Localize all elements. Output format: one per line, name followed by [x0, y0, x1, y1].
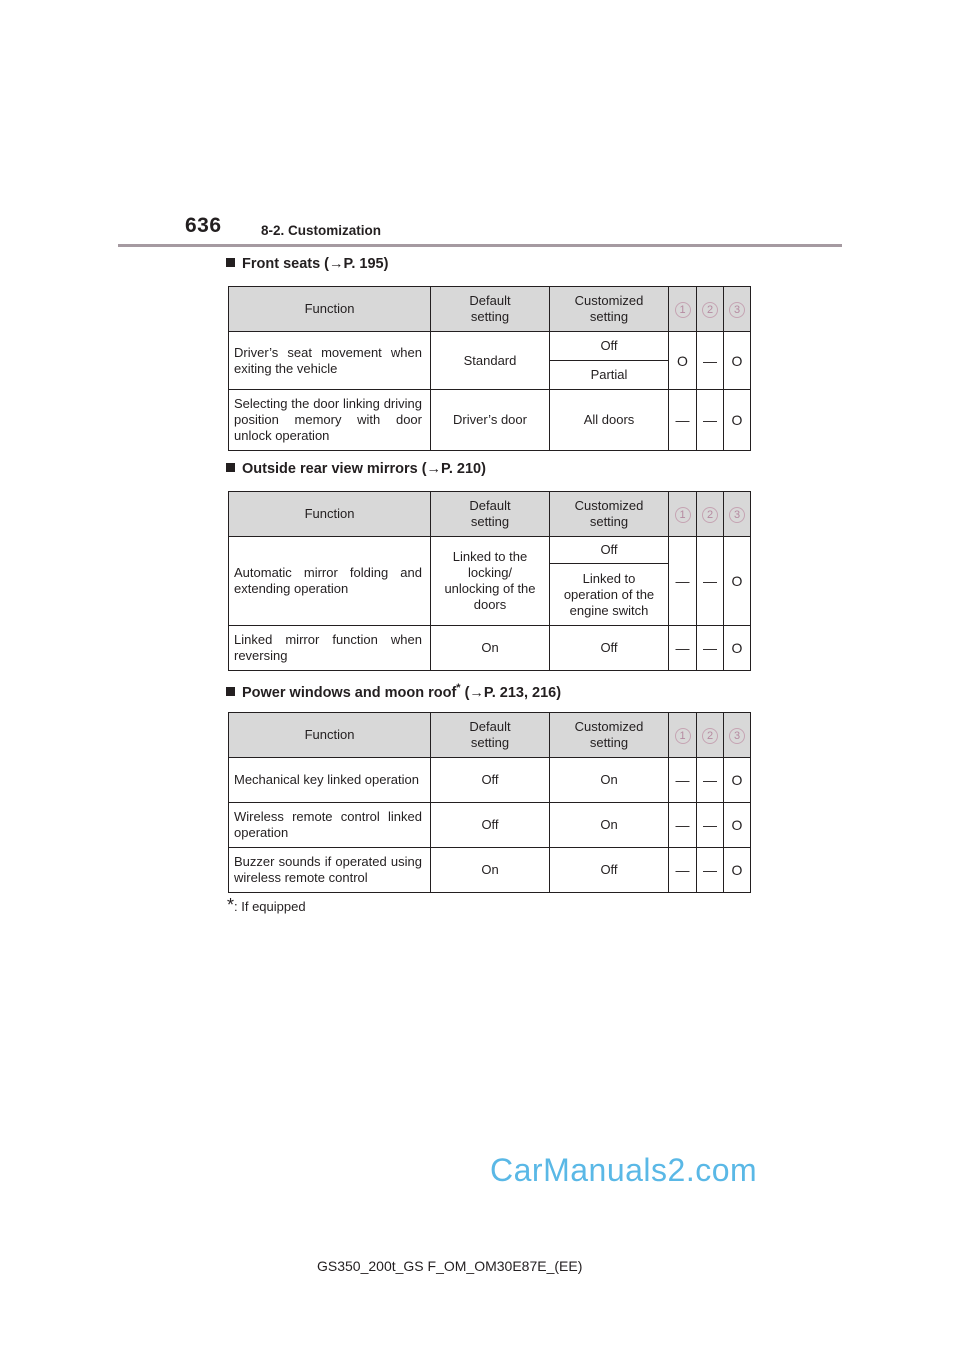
footnote-star: *	[227, 895, 235, 915]
table-row	[229, 390, 751, 451]
default-cell: Off	[431, 758, 550, 803]
page-number: 636	[185, 214, 222, 237]
custom-cell: All doors	[550, 390, 669, 451]
mark-cell: —	[669, 848, 697, 893]
footnote: *: If equipped	[227, 895, 306, 915]
table-row	[229, 332, 751, 361]
default-cell: On	[431, 626, 550, 671]
mark-cell: —	[697, 537, 724, 626]
mark-cell: —	[669, 803, 697, 848]
mark-cell: —	[697, 390, 724, 451]
circled-2-icon: 2	[702, 302, 718, 318]
table-row	[229, 626, 751, 671]
watermark: CarManuals2.com	[490, 1152, 758, 1188]
custom-cell: Partial	[550, 361, 669, 390]
function-cell: Linked mirror function when reversing	[229, 626, 431, 671]
col-3	[724, 287, 751, 332]
mark-cell: O	[724, 390, 751, 451]
default-cell: Driver’s door	[431, 390, 550, 451]
default-cell: Off	[431, 803, 550, 848]
mark-cell: O	[724, 537, 751, 626]
mark-cell: O	[724, 848, 751, 893]
heading-mirrors: Outside rear view mirrors (→P. 210)	[226, 461, 486, 477]
front-seats-table	[228, 286, 751, 451]
mark-cell: —	[697, 803, 724, 848]
col-customized: Customized setting	[550, 713, 669, 758]
square-bullet-icon	[226, 463, 235, 472]
mark-cell: O	[724, 803, 751, 848]
col-2	[697, 492, 724, 537]
col-3	[724, 492, 751, 537]
custom-cell: Off	[550, 332, 669, 361]
col-customized: Customized setting	[550, 287, 669, 332]
function-cell: Automatic mirror folding and extending operation	[229, 537, 431, 626]
custom-cell: Off	[550, 537, 669, 564]
mark-cell: O	[724, 626, 751, 671]
power-windows-table	[228, 712, 751, 893]
col-default: Default setting	[431, 492, 550, 537]
circled-1-icon: 1	[675, 728, 691, 744]
col-2	[697, 287, 724, 332]
circled-3-icon: 3	[729, 728, 745, 744]
mark-cell: —	[697, 626, 724, 671]
col-customized: Customized setting	[550, 492, 669, 537]
mirrors-table	[228, 491, 751, 671]
mark-cell: O	[724, 332, 751, 390]
col-function: Function	[229, 492, 431, 537]
function-cell: Selecting the door linking driving position memory with door unlock operation	[229, 390, 431, 451]
col-default: Default setting	[431, 287, 550, 332]
square-bullet-icon	[226, 687, 235, 696]
circled-1-icon: 1	[675, 507, 691, 523]
heading-front-seats: Front seats (→P. 195)	[226, 256, 388, 272]
footnote-marker: *	[456, 682, 461, 694]
custom-cell: On	[550, 758, 669, 803]
col-2	[697, 713, 724, 758]
footer-document-code: GS350_200t_GS F_OM_OM30E87E_(EE)	[317, 1258, 583, 1274]
default-cell: Standard	[431, 332, 550, 390]
function-cell: Mechanical key linked operation	[229, 758, 431, 803]
mark-cell: —	[669, 390, 697, 451]
header-divider	[118, 244, 842, 247]
circled-3-icon: 3	[729, 507, 745, 523]
table-header-row	[229, 713, 751, 758]
col-1	[669, 492, 697, 537]
table-header-row	[229, 492, 751, 537]
table-row	[229, 537, 751, 564]
function-cell: Driver’s seat movement when exiting the vehicle	[229, 332, 431, 390]
square-bullet-icon	[226, 258, 235, 267]
col-function: Function	[229, 287, 431, 332]
col-function: Function	[229, 713, 431, 758]
heading-power-windows: Power windows and moon roof* (→P. 213, 216)	[226, 682, 561, 701]
circled-1-icon: 1	[675, 302, 691, 318]
mark-cell: —	[697, 332, 724, 390]
mark-cell: O	[724, 758, 751, 803]
mark-cell: —	[669, 537, 697, 626]
default-cell: Linked to the locking/ unlocking of the doors	[431, 537, 550, 626]
mark-cell: —	[669, 758, 697, 803]
table-row	[229, 848, 751, 893]
col-1	[669, 287, 697, 332]
mark-cell: —	[697, 758, 724, 803]
default-cell: On	[431, 848, 550, 893]
custom-cell: On	[550, 803, 669, 848]
function-cell: Buzzer sounds if operated using wireless remote control	[229, 848, 431, 893]
table-row	[229, 758, 751, 803]
custom-cell: Off	[550, 848, 669, 893]
circled-2-icon: 2	[702, 507, 718, 523]
table-row	[229, 803, 751, 848]
mark-cell: O	[669, 332, 697, 390]
col-default: Default setting	[431, 713, 550, 758]
circled-2-icon: 2	[702, 728, 718, 744]
col-3	[724, 713, 751, 758]
section-title: 8-2. Customization	[261, 223, 382, 238]
table-header-row	[229, 287, 751, 332]
mark-cell: —	[669, 626, 697, 671]
circled-3-icon: 3	[729, 302, 745, 318]
col-1	[669, 713, 697, 758]
mark-cell: —	[697, 848, 724, 893]
custom-cell: Linked to operation of the engine switch	[550, 564, 669, 626]
custom-cell: Off	[550, 626, 669, 671]
function-cell: Wireless remote control linked operation	[229, 803, 431, 848]
